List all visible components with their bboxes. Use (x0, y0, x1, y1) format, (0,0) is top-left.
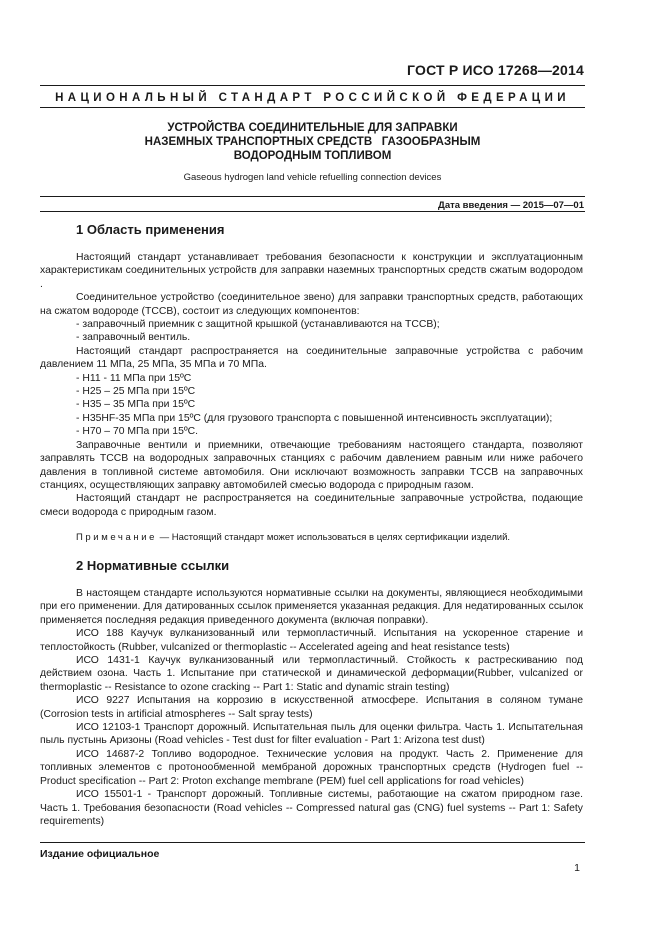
date-rule (40, 196, 585, 197)
note-text: — Настоящий стандарт может использоваться в целях сертификации изделий. (157, 532, 511, 543)
page-number: 1 (574, 862, 580, 874)
title-line-1: УСТРОЙСТВА СОЕДИНИТЕЛЬНЫЕ ДЛЯ ЗАПРАВКИ (167, 122, 458, 134)
reference-item: ИСО 9227 Испытания на коррозию в искусственной атмосфере. Испытания в соляном тумане (Corrosion tests in artificial atmospheres -- Salt spray tests) (40, 695, 583, 720)
list-item: - Н25 – 25 МПа при 15ºС (76, 386, 196, 398)
footer-rule (40, 842, 585, 843)
reference-item: ИСО 14687-2 Топливо водородное. Технические условия на продукт. Часть 2. Применение для топливных элементов с протонообменной мембраной дорожных транспортных средств (Hydrogen fuel -- Product specification -- Part 2: Proton exchange membrane (PEM) fuel cell applications for road vehicles) (40, 748, 583, 787)
note (76, 532, 510, 543)
note-label: Примечание (76, 532, 157, 543)
list-item: - заправочный вентиль. (76, 332, 191, 344)
standard-title (40, 121, 585, 163)
banner-rule (40, 107, 585, 108)
date-rule-bottom (40, 211, 585, 212)
list-item: - Н11 - 11 МПа при 15ºС (76, 372, 192, 384)
paragraph: Настоящий стандарт не распространяется на соединительные заправочные устройства, подающие смеси водорода с природным газом. (40, 493, 583, 518)
reference-item: ИСО 12103-1 Транспорт дорожный. Испытательная пыль для оценки фильтра. Часть 1. Испытательная пыль пустынь Аризоны (Road vehicles - Test dust for filter evaluation - Part 1: Arizona test dust) (40, 722, 583, 747)
reference-item: ИСО 1431-1 Каучук вулканизованный или термопластичный. Стойкость к растрескиванию под действием озона. Часть 1. Испытание при статической и динамической деформации(Rubber, vulcanized or thermoplastic -- Resistance to ozone cracking -- Part 1: Static and dynamic strain testing) (40, 655, 583, 693)
paragraph: В настоящем стандарте используются нормативные ссылки на документы, являющиеся необходимыми при его применении. Для датированных ссылок применяется указанная редакция. Для недатированных ссылок применяется последняя редакция приведенного документа (включая поправки). (40, 588, 583, 626)
paragraph: Настоящий стандарт распространяется на соединительные заправочные устройства с рабочим давлением 11 МПа, 25 МПа, 35 МПа и 70 МПа. (40, 345, 583, 371)
section-1-heading: 1 Область применения (76, 222, 225, 237)
introduction-date: Дата введения — 2015—07—01 (438, 200, 584, 211)
english-title: Gaseous hydrogen land vehicle refuelling connection devices (183, 172, 442, 183)
section-2-heading: 2 Нормативные ссылки (76, 558, 230, 573)
document-code: ГОСТ Р ИСО 17268—2014 (407, 62, 584, 78)
section-1-body (40, 251, 583, 519)
national-standard-banner: НАЦИОНАЛЬНЫЙ СТАНДАРТ РОССИЙСКОЙ ФЕДЕРАЦИИ (55, 92, 570, 104)
paragraph: Настоящий стандарт устанавливает требования безопасности к конструкции и эксплуатационным характеристикам соединительных устройств для заправки наземных транспортных средств сжатым водородом . (40, 252, 583, 290)
list-item: - Н35 – 35 МПа при 15ºС (76, 399, 196, 411)
reference-item: ИСО 188 Каучук вулканизованный или термопластичный. Испытания на ускоренное старение и теплостойкость (Rubber, vulcanized or thermoplastic -- Accelerated ageing and heat resistance tests) (40, 628, 583, 653)
title-line-3: ВОДОРОДНЫМ ТОПЛИВОМ (233, 150, 392, 162)
list-item: - Н70 – 70 МПа при 15ºС. (76, 426, 199, 438)
list-item: - заправочный приемник с защитной крышкой (устанавливаются на ТССВ); (76, 319, 440, 331)
title-line-2: НАЗЕМНЫХ ТРАНСПОРТНЫХ СРЕДСТВ ГАЗООБРАЗНЫМ (144, 136, 481, 148)
paragraph: Заправочные вентили и приемники, отвечающие требованиям настоящего стандарта, позволяют заправлять ТССВ на водородных заправочных станциях с рабочим давлением равным или ниже рабочего давления в топливной системе автомобиля. Они исключают возможность заправки ТССВ на заправочных станциях, осуществляющих заправку автомобилей смесью водорода с природным газом. (40, 439, 583, 491)
list-item: - Н35HF-35 МПа при 15ºС (для грузового транспорта с повышенной интенсивность эксплуатации); (76, 412, 553, 424)
top-rule (40, 85, 585, 86)
reference-item: ИСО 15501-1 - Транспорт дорожный. Топливные системы, работающие на сжатом природном газе. Часть 1. Требования безопасности (Road vehicles -- Compressed natural gas (CNG) fuel systems -- Part 1: Safety requirements) (40, 789, 583, 827)
official-edition-label: Издание официальное (40, 848, 160, 860)
section-2-body (40, 587, 583, 828)
paragraph: Соединительное устройство (соединительное звено) для заправки транспортных средств, работающих на сжатом водороде (ТССВ), состоит из следующих компонентов: (40, 292, 583, 317)
